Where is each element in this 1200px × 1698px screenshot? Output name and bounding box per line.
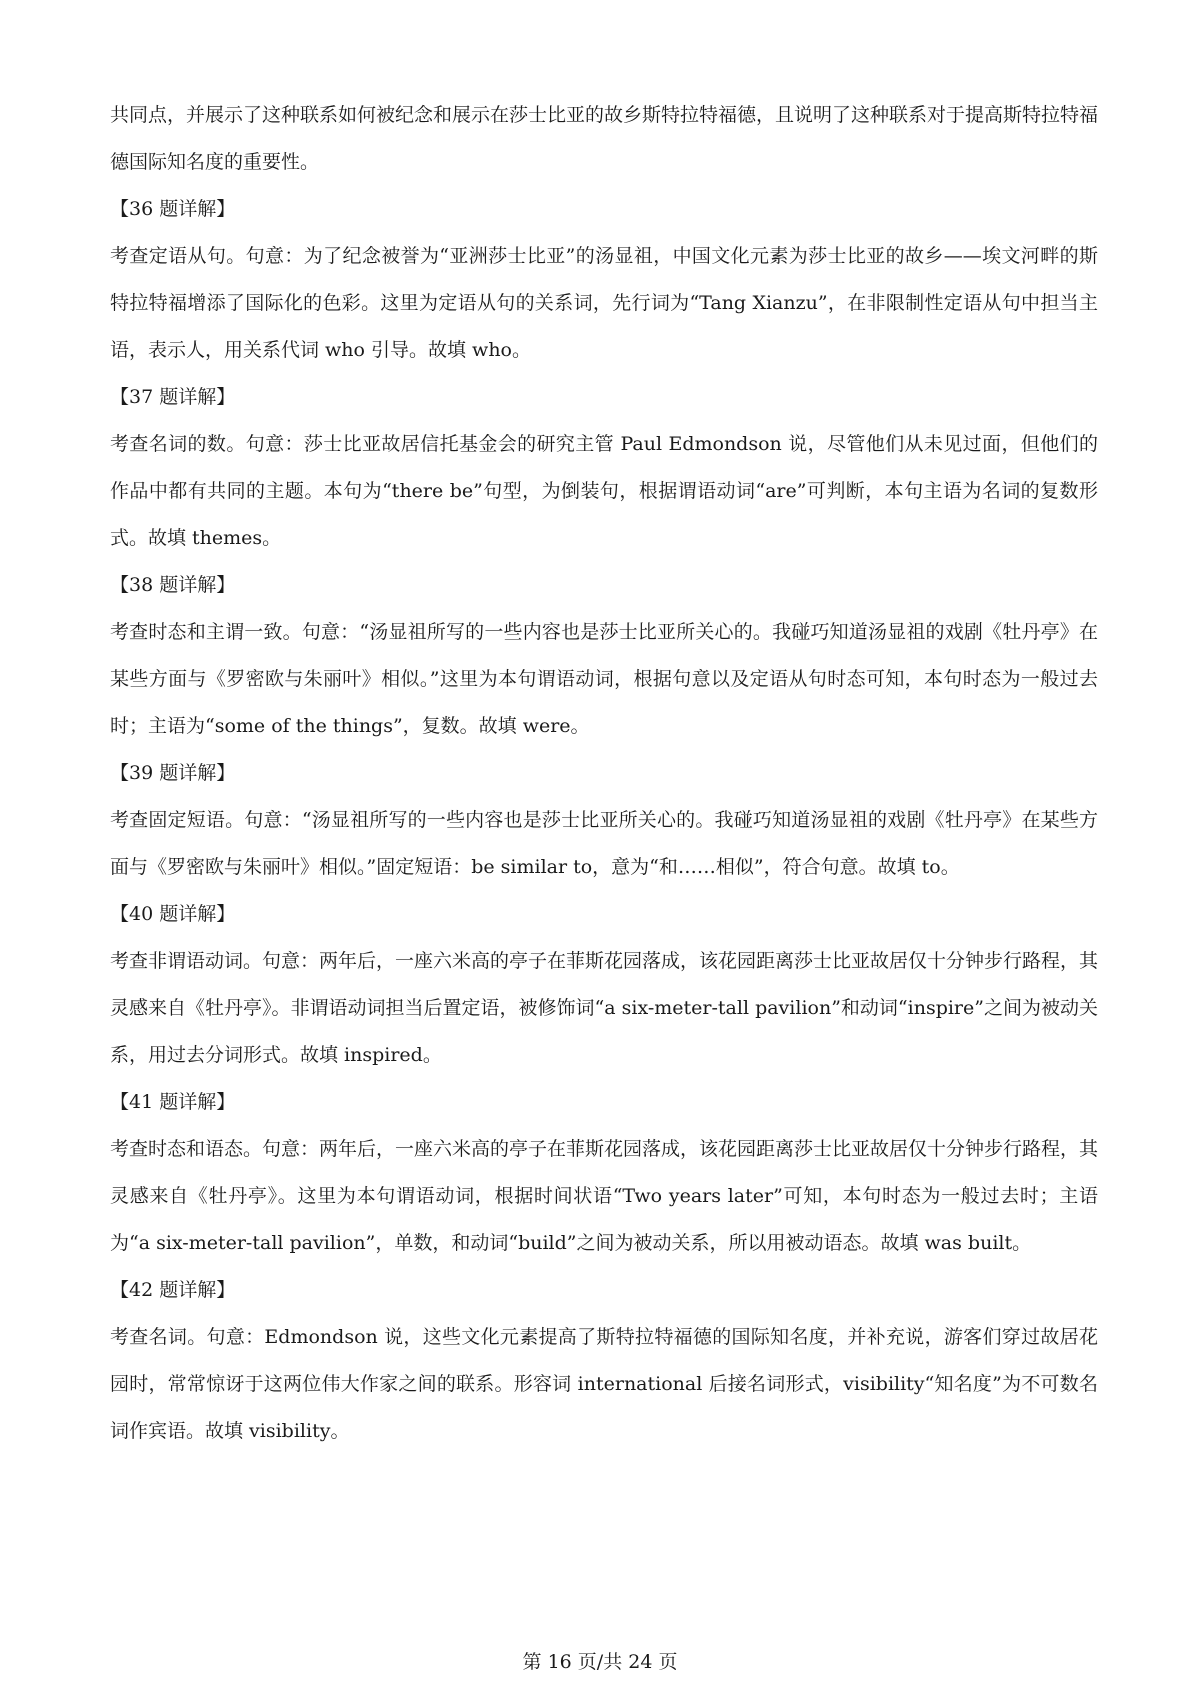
section-36: [110, 186, 1098, 374]
section-body: 考查非谓语动词。句意：两年后，一座六米高的亭子在菲斯花园落成，该花园距离莎士比亚故居仅十分钟步行路程，其灵感来自《牡丹亭》。非谓语动词担当后置定语，被修饰词“a six-meter-tall pavilion”和动词“inspire”之间为被动关系，用过去分词形式。故填 inspired。: [110, 950, 1099, 1066]
section-heading: 【42 题详解】: [110, 1279, 236, 1301]
page-number-footer: 第 16 页/共 24 页: [522, 1651, 678, 1673]
section-body: 考查名词的数。句意：莎士比亚故居信托基金会的研究主管 Paul Edmondson 说，尽管他们从未见过面，但他们的作品中都有共同的主题。本句为“there be”句型，为倒装句，根据谓语动词“are”可判断，本句主语为名词的复数形式。故填 themes。: [110, 433, 1098, 549]
section-heading: 【38 题详解】: [110, 574, 236, 596]
section-42: [110, 1267, 1098, 1455]
section-body: 考查时态和语态。句意：两年后，一座六米高的亭子在菲斯花园落成，该花园距离莎士比亚故居仅十分钟步行路程，其灵感来自《牡丹亭》。这里为本句谓语动词，根据时间状语“Two years later”可知，本句时态为一般过去时；主语为“a six-meter-tall pavilion”，单数，和动词“build”之间为被动关系，所以用被动语态。故填 was built。: [110, 1138, 1099, 1254]
section-body: 考查固定短语。句意：“汤显祖所写的一些内容也是莎士比亚所关心的。我碰巧知道汤显祖的戏剧《牡丹亭》在某些方面与《罗密欧与朱丽叶》相似。”固定短语：be similar to，意为“和……相似”，符合句意。故填 to。: [110, 809, 1098, 878]
document-page: [110, 92, 1098, 1455]
section-body: 考查定语从句。句意：为了纪念被誉为“亚洲莎士比亚”的汤显祖，中国文化元素为莎士比亚的故乡——埃文河畔的斯特拉特福增添了国际化的色彩。这里为定语从句的关系词，先行词为“Tang Xianzu”，在非限制性定语从句中担当主语，表示人，用关系代词 who 引导。故填 who。: [110, 245, 1098, 361]
section-heading: 【41 题详解】: [110, 1091, 236, 1113]
section-39: [110, 750, 1098, 891]
section-heading: 【39 题详解】: [110, 762, 236, 784]
section-heading: 【36 题详解】: [110, 198, 236, 220]
section-body: 考查名词。句意：Edmondson 说，这些文化元素提高了斯特拉特福德的国际知名度，并补充说，游客们穿过故居花园时，常常惊讶于这两位伟大作家之间的联系。形容词 international 后接名词形式，visibility“知名度”为不可数名词作宾语。故填 visibility。: [110, 1326, 1098, 1442]
section-37: [110, 374, 1098, 562]
section-heading: 【40 题详解】: [110, 903, 236, 925]
section-40: [110, 891, 1098, 1079]
section-body: 考查时态和主谓一致。句意：“汤显祖所写的一些内容也是莎士比亚所关心的。我碰巧知道汤显祖的戏剧《牡丹亭》在某些方面与《罗密欧与朱丽叶》相似。”这里为本句谓语动词，根据句意以及定语从句时态可知，本句时态为一般过去时；主语为“some of the things”，复数。故填 were。: [110, 621, 1098, 737]
section-heading: 【37 题详解】: [110, 386, 236, 408]
section-41: [110, 1079, 1098, 1267]
section-38: [110, 562, 1098, 750]
intro-paragraph: 共同点，并展示了这种联系如何被纪念和展示在莎士比亚的故乡斯特拉特福德，且说明了这种联系对于提高斯特拉特福德国际知名度的重要性。: [110, 104, 1099, 173]
